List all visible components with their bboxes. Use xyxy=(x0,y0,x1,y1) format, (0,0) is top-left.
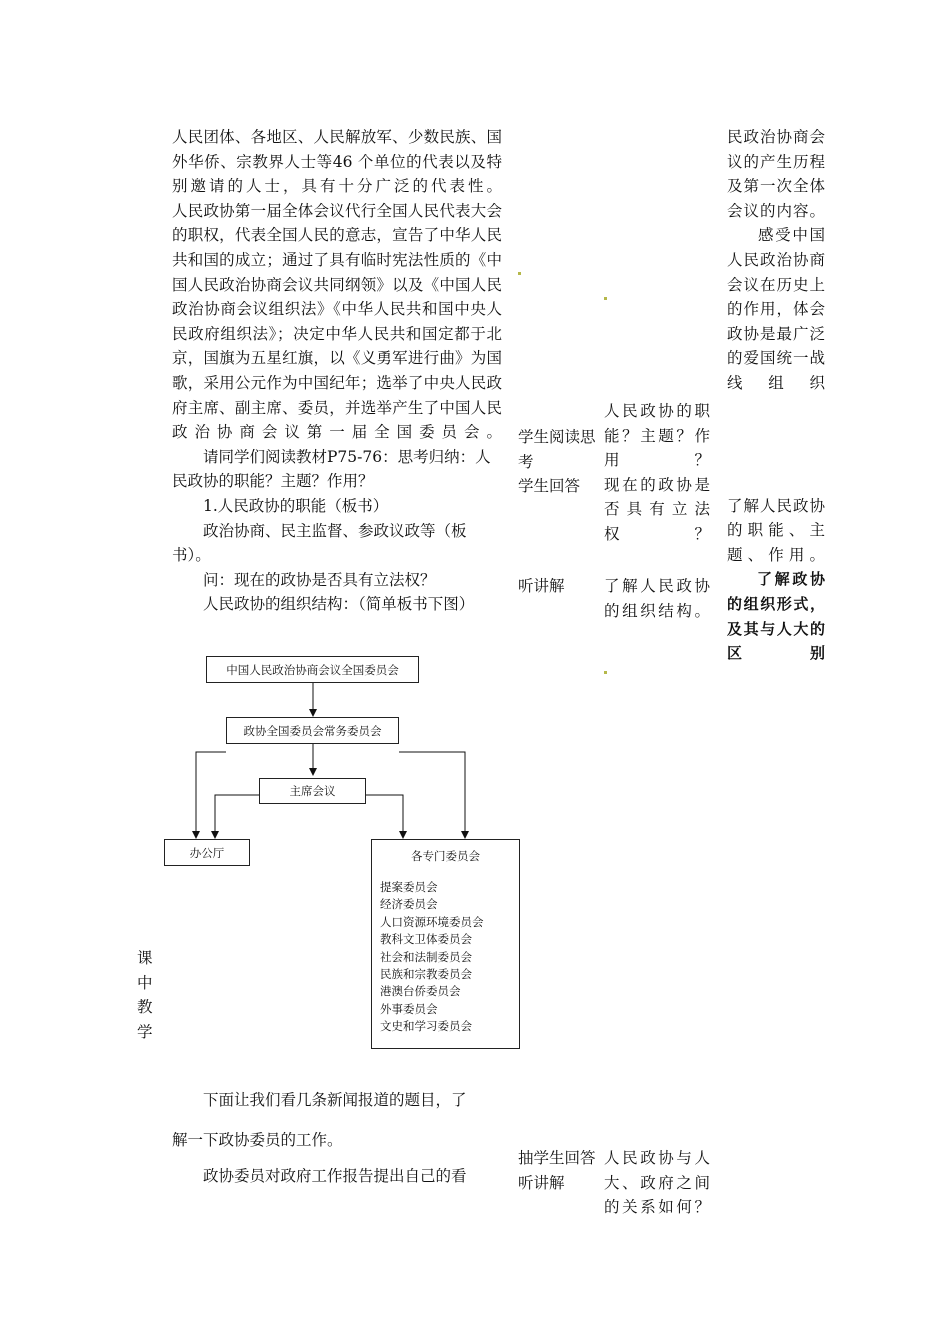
question-legislation: 问：现在的政协是否具有立法权？ xyxy=(203,570,436,589)
chairman-meeting-box: 主席会议 xyxy=(259,778,366,804)
news-line3: 政协委员对政府工作报告提出自己的看 xyxy=(203,1167,467,1185)
paragraph-first-session: 人民政协第一届全体会议代行全国人民代表大会的职权，代表全国人民的意志，宣告了中华人民共和国的成立；通过了具有临时宪法性质的《中国人民政治协商会议共同纲领》以及《中国人民政治协商会议组织法》《中华人民共和国中央人民政府组织法》；决定中华人民共和国定都于北京，国旗为五星红旗，以《义勇军进行曲》为国歌，采用公元作为中国纪年；选举了中央人民政府主席、副主席、委员，并选举产生了中国人民政治协商会议第一届全国委员会。 xyxy=(172,201,502,442)
special-committees-title: 各专门委员会 xyxy=(411,849,480,863)
question-text: 人民政协的职能？主题？作用？ xyxy=(604,402,710,470)
question-block-2 xyxy=(604,574,710,623)
decorative-dot xyxy=(604,297,607,300)
question-text: 人民政协与人大、政府之间的关系如何？ xyxy=(604,1149,710,1217)
goal-text-bold: 了解政协的组织形式，及其与人大的区别 xyxy=(727,570,825,663)
committee-item: 社会和法制委员会 xyxy=(380,949,472,964)
activity-listen xyxy=(518,574,598,599)
question-block-1 xyxy=(604,399,710,547)
committee-item: 经济委员会 xyxy=(380,897,438,912)
section-side-label: 课中教学 xyxy=(137,949,153,1041)
paragraph-functions: 政治协商、民主监督、参政议政等（板书）。 xyxy=(172,521,467,565)
goal-text: 感受中国人民政治协商会议在历史上的作用，体会政协是最广泛的爱国统一战线组织 xyxy=(727,226,825,392)
paragraph-reading-task: 请同学们阅读教材P75-76：思考归纳：人民政协的职能？主题？作用？ xyxy=(172,447,491,491)
question-block-3 xyxy=(604,1146,710,1220)
committee-item: 教科文卫体委员会 xyxy=(380,932,472,947)
activity-text: 抽学生回答 xyxy=(518,1149,596,1167)
committee-item: 外事委员会 xyxy=(380,1001,438,1016)
activity-text: 学生回答 xyxy=(518,477,581,496)
goals-column xyxy=(727,125,825,666)
committee-item: 提案委员会 xyxy=(380,880,438,894)
paragraph-structure-intro: 人民政协的组织结构：（简单板书下图） xyxy=(203,595,475,614)
general-office-box: 办公厅 xyxy=(164,839,250,866)
activity-text: 学生阅读思考 xyxy=(518,428,596,471)
news-line3-wrap xyxy=(172,1164,502,1189)
committee-item: 人口资源环境委员会 xyxy=(380,914,484,929)
activity-text: 听讲解 xyxy=(518,577,565,595)
question-text: 了解人民政协的组织结构。 xyxy=(604,577,710,620)
activity-read-think xyxy=(518,425,598,499)
goal-text: 民政治协商会议的产生历程及第一次全体会议的内容。 xyxy=(727,128,825,220)
paragraph-representatives: 人民团体、各地区、人民解放军、少数民族、国外华侨、宗教界人士等46 个单位的代表以及特别邀请的人士，具有十分广泛的代表性。 xyxy=(172,128,502,196)
committee-item: 文史和学习委员会 xyxy=(380,1019,472,1034)
decorative-dot xyxy=(604,671,607,674)
activity-text: 听讲解 xyxy=(518,1173,565,1192)
national-committee-box: 中国人民政治协商会议全国委员会 xyxy=(206,656,419,683)
goal-text: 了解人民政协的职能、主题、作用。 xyxy=(727,496,825,564)
committee-item: 民族和宗教委员会 xyxy=(380,967,472,982)
committee-list xyxy=(380,879,484,1036)
news-intro-line2-wrap xyxy=(172,1128,502,1153)
news-intro-line1: 下面让我们看几条新闻报道的题目，了 xyxy=(203,1091,467,1109)
standing-committee-box: 政协全国委员会常务委员会 xyxy=(226,717,399,744)
question-text: 现在的政协是否具有立法权？ xyxy=(604,475,710,543)
news-intro-line1-wrap xyxy=(172,1088,502,1112)
activity-answer xyxy=(518,1146,598,1195)
heading-functions: 1.人民政协的职能（板书） xyxy=(203,496,389,515)
news-intro-line2: 解一下政协委员的工作。 xyxy=(172,1131,343,1149)
decorative-dot xyxy=(518,272,521,275)
committee-item: 港澳台侨委员会 xyxy=(380,984,461,999)
